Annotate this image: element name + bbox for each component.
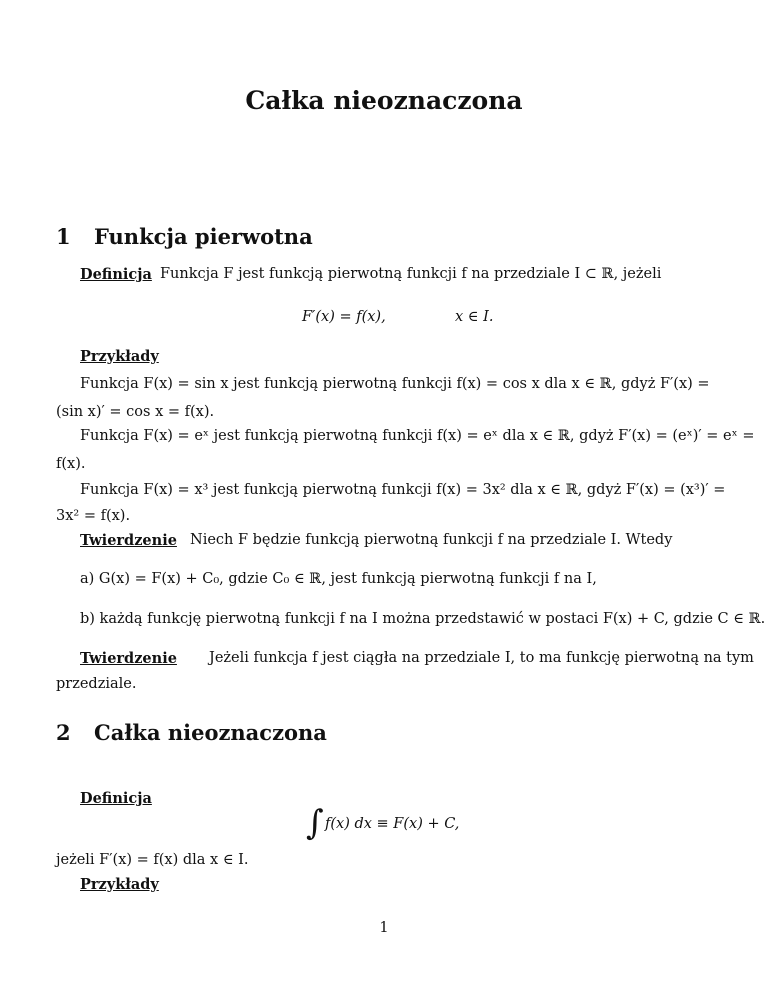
examples-2-label: Przykłady	[80, 876, 159, 893]
theorem-1-item-a: a) G(x) = F(x) + C₀, gdzie C₀ ∈ ℝ, jest funkcją pierwotną funkcji f na I,	[80, 571, 597, 587]
definition-2-label: Definicja	[80, 790, 152, 807]
page-number: 1	[379, 920, 389, 936]
section-1-title: Funkcja pierwotna	[94, 224, 313, 249]
section-2-title: Całka nieoznaczona	[94, 720, 327, 745]
definition-1-formula-left: F′(x) = f(x),	[302, 309, 386, 325]
integral-sign: ∫	[306, 803, 324, 843]
definition-1-formula-right: x ∈ I.	[455, 309, 494, 325]
theorem-2-line-1: Jeżeli funkcja f jest ciągła na przedziale I, to ma funkcję pierwotną na tym	[209, 650, 754, 666]
section-2-number: 2	[56, 720, 71, 745]
examples-1-label: Przykłady	[80, 348, 159, 365]
example-3-line-1: Funkcja F(x) = x³ jest funkcją pierwotną funkcji f(x) = 3x² dla x ∈ ℝ, gdyż F′(x) = (x³)′ =	[80, 482, 726, 498]
example-1-line-2: (sin x)′ = cos x = f(x).	[56, 404, 215, 420]
definition-2-condition: jeżeli F′(x) = f(x) dla x ∈ I.	[56, 852, 249, 868]
theorem-1-label: Twierdzenie	[80, 532, 177, 549]
theorem-2-label: Twierdzenie	[80, 650, 177, 667]
example-2-line-2: f(x).	[56, 456, 86, 472]
theorem-1-item-b: b) każdą funkcję pierwotną funkcji f na I można przedstawić w postaci F(x) + C, gdzie C ∈ ℝ.	[80, 611, 766, 627]
definition-1-label: Definicja	[80, 266, 152, 283]
example-3-line-2: 3x² = f(x).	[56, 508, 131, 524]
section-1-number: 1	[56, 224, 71, 249]
example-1-line-1: Funkcja F(x) = sin x jest funkcją pierwotną funkcji f(x) = cos x dla x ∈ ℝ, gdyż F′(x) =	[80, 376, 710, 392]
definition-1-text: Funkcja F jest funkcją pierwotną funkcji f na przedziale I ⊂ ℝ, jeżeli	[160, 266, 662, 282]
theorem-1-text: Niech F będzie funkcją pierwotną funkcji f na przedziale I. Wtedy	[190, 532, 673, 548]
document-title: Całka nieoznaczona	[245, 86, 523, 115]
example-2-line-1: Funkcja F(x) = eˣ jest funkcją pierwotną funkcji f(x) = eˣ dla x ∈ ℝ, gdyż F′(x) = (eˣ)′ = eˣ =	[80, 428, 755, 444]
integral-formula: f(x) dx ≡ F(x) + C,	[325, 816, 460, 832]
theorem-2-line-2: przedziale.	[56, 676, 137, 692]
